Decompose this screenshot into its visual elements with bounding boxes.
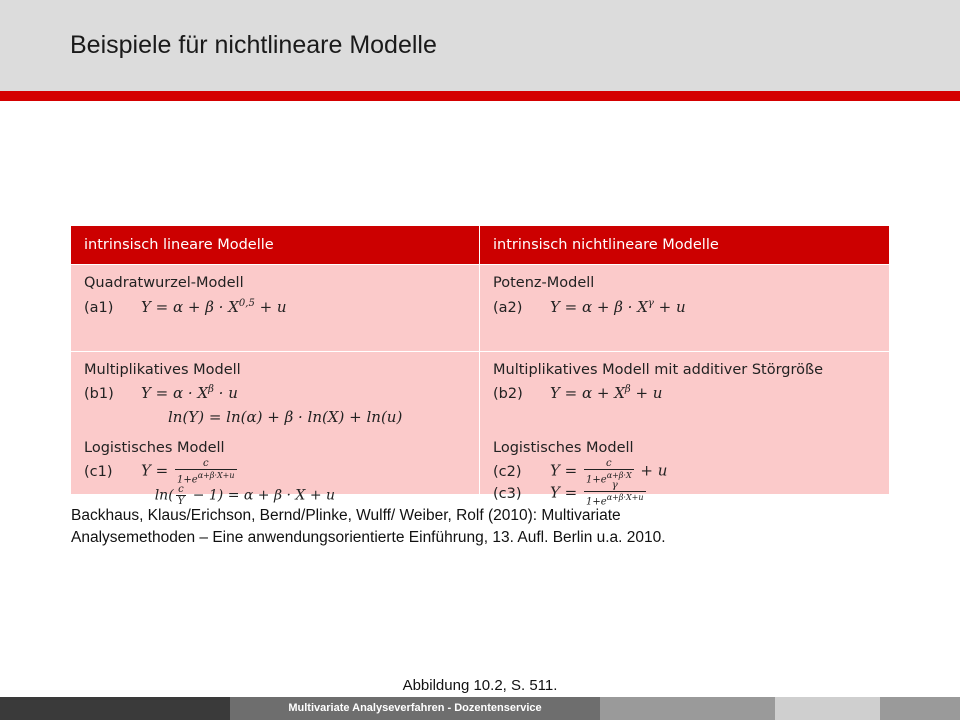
formula-c3: Y = $\frac{\gamma}{1+e^{\alpha+\beta\cdot X+u}}$ (550, 480, 644, 508)
formula-b1: $Y = \alpha \cdot X^\beta \cdot u$ (141, 384, 238, 402)
slide-footer (0, 697, 960, 720)
models-table (71, 226, 889, 508)
footer-text: Multivariate Analyseverfahren - Dozentenservice (288, 702, 542, 714)
formula-c1-log: ln( $\frac{c}{Y}$ − 1) = α + β · X + u (150, 484, 336, 507)
footer-segment (0, 697, 230, 720)
model-tag-c1: (c1) (84, 464, 113, 480)
cell-mult-logistic-nonlinear (480, 352, 889, 508)
model-name-logistic-linear: Logistisches Modell (84, 440, 225, 456)
header-nonlinear-models: intrinsisch nichtlineare Modelle (480, 226, 889, 264)
formula-c1: Y = $\frac{c}{1+e^{\alpha+\beta\cdot X+u}}$ (141, 458, 235, 486)
model-tag-c2: (c2) (493, 464, 522, 480)
formula-b2: $Y = \alpha + X^\beta + u$ (550, 384, 663, 402)
formula-a1: Y = α + β · X$^{0,5}$ + u (141, 298, 287, 316)
model-tag-a1: (a1) (84, 300, 114, 316)
reference-line-2: Analysemethoden – Eine anwendungsorientierte Einführung, 13. Aufl. Berlin u.a. 2010. (71, 529, 666, 546)
slide-header (0, 0, 960, 91)
literature-reference (71, 505, 831, 549)
formula-a2: $Y = \alpha + \beta \cdot X^\gamma + u$ (550, 298, 686, 316)
cell-mult-logistic-linear (71, 352, 479, 507)
model-name-multiplicative: Multiplikatives Modell (84, 362, 241, 378)
footer-segment (880, 697, 960, 720)
cell-sqrt-model (71, 265, 479, 351)
model-name-multiplicative-additive: Multiplikatives Modell mit additiver Störgröße (493, 362, 824, 378)
cell-power-model (480, 265, 889, 351)
header-accent-bar (0, 91, 960, 101)
formula-c2: Y = $\frac{c}{1+e^{\alpha+\beta\cdot X}}$ + u (550, 458, 668, 486)
model-name-sqrt: Quadratwurzel-Modell (84, 275, 244, 291)
model-name-power: Potenz-Modell (493, 275, 595, 291)
model-tag-b2: (b2) (493, 386, 523, 402)
model-tag-c3: (c3) (493, 486, 522, 502)
formula-b1-log: ln(Y) = ln(α) + β · ln(X) + ln(u) (168, 408, 403, 426)
reference-line-1: Backhaus, Klaus/Erichson, Bernd/Plinke, Wulff/ Weiber, Rolf (2010): Multivariate (71, 507, 621, 524)
model-tag-a2: (a2) (493, 300, 523, 316)
header-linear-models: intrinsisch lineare Modelle (71, 226, 479, 264)
footer-segment (775, 697, 880, 720)
model-name-logistic-nonlinear: Logistisches Modell (493, 440, 634, 456)
model-tag-b1: (b1) (84, 386, 114, 402)
slide-title: Beispiele für nichtlineare Modelle (70, 31, 437, 59)
figure-caption: Abbildung 10.2, S. 511. (402, 677, 558, 694)
footer-segment (600, 697, 775, 720)
